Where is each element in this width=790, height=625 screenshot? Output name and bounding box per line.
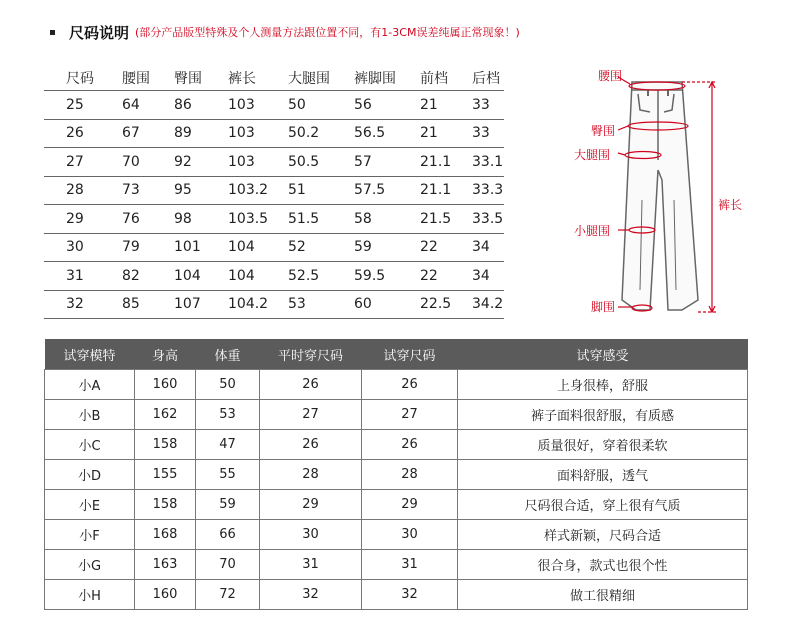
table-cell: 裤子面料很舒服，有质感 — [458, 400, 748, 430]
table-row — [45, 400, 748, 430]
table-cell: 73 — [122, 182, 140, 199]
col-header-hip: 臀围 — [174, 71, 202, 87]
table-cell: 104 — [174, 267, 201, 284]
table-cell: 做工很精细 — [458, 580, 748, 610]
table-cell: 34.2 — [472, 296, 504, 313]
table-cell: 70 — [122, 153, 140, 170]
table-cell: 31 — [260, 550, 362, 580]
length-label: 裤长 — [718, 198, 743, 212]
waist-label: 腰围 — [598, 69, 623, 83]
model-table-body — [45, 370, 748, 610]
table-cell: 质量很好，穿着很柔软 — [458, 430, 748, 460]
table-row — [45, 490, 748, 520]
table-cell: 103 — [228, 153, 255, 170]
table-cell: 160 — [135, 370, 196, 400]
table-row — [44, 290, 504, 319]
table-cell: 67 — [122, 125, 140, 142]
table-cell: 51.5 — [288, 210, 320, 227]
col-header-thigh: 大腿围 — [288, 71, 330, 87]
table-cell: 85 — [122, 296, 140, 313]
table-cell: 22 — [420, 267, 438, 284]
table-cell: 53 — [288, 296, 306, 313]
table-cell: 26 — [66, 125, 84, 142]
hem-label: 脚围 — [591, 300, 616, 314]
table-cell: 60 — [354, 296, 372, 313]
col-header-back-rise: 后档 — [472, 71, 500, 87]
table-cell: 158 — [135, 430, 196, 460]
model-table — [44, 339, 748, 610]
table-cell: 上身很棒，舒服 — [458, 370, 748, 400]
model-table-header-row — [45, 339, 748, 370]
table-cell: 21 — [420, 125, 438, 142]
table-cell: 50.2 — [288, 125, 320, 142]
table-cell: 32 — [260, 580, 362, 610]
table-row — [44, 205, 504, 234]
hip-label: 臀围 — [591, 124, 616, 138]
table-cell: 55 — [196, 460, 260, 490]
col-header-length: 裤长 — [228, 71, 256, 87]
table-cell: 98 — [174, 210, 192, 227]
table-cell: 162 — [135, 400, 196, 430]
table-cell: 51 — [288, 182, 306, 199]
table-cell: 34 — [472, 267, 490, 284]
table-cell: 89 — [174, 125, 192, 142]
table-cell: 57.5 — [354, 182, 386, 199]
table-cell: 34 — [472, 239, 490, 256]
table-cell: 104.2 — [228, 296, 269, 313]
table-cell: 79 — [122, 239, 140, 256]
table-row — [44, 119, 504, 148]
table-row — [45, 430, 748, 460]
table-cell: 50 — [196, 370, 260, 400]
table-cell: 32 — [362, 580, 458, 610]
table-cell: 160 — [135, 580, 196, 610]
table-cell: 28 — [362, 460, 458, 490]
tolerance-note: (部分产品版型特殊及个人测量方法跟位置不同，有1-3CM误差纯属正常现象！) — [135, 26, 520, 39]
table-cell: 小C — [45, 430, 135, 460]
col-header-waist: 腰围 — [122, 71, 150, 87]
table-cell: 小B — [45, 400, 135, 430]
knee-label: 小腿围 — [574, 224, 611, 238]
table-cell: 29 — [362, 490, 458, 520]
table-cell: 59 — [196, 490, 260, 520]
table-row — [44, 176, 504, 205]
table-cell: 58 — [354, 210, 372, 227]
header — [50, 22, 520, 42]
col-header-weight: 体重 — [196, 339, 260, 370]
size-table — [44, 66, 504, 319]
table-cell: 尺码很合适，穿上很有气质 — [458, 490, 748, 520]
col-header-height: 身高 — [135, 339, 196, 370]
col-header-tried-size: 试穿尺码 — [362, 339, 458, 370]
table-cell: 82 — [122, 267, 140, 284]
table-cell: 30 — [362, 520, 458, 550]
thigh-label: 大腿围 — [574, 148, 611, 162]
table-row — [44, 91, 504, 120]
table-cell: 103.2 — [228, 182, 269, 199]
table-cell: 30 — [260, 520, 362, 550]
table-row — [45, 370, 748, 400]
table-cell: 33.1 — [472, 153, 504, 170]
table-cell: 21.5 — [420, 210, 452, 227]
table-cell: 103 — [228, 96, 255, 113]
table-cell: 104 — [228, 239, 255, 256]
table-row — [45, 580, 748, 610]
table-cell: 29 — [260, 490, 362, 520]
table-cell: 95 — [174, 182, 192, 199]
table-cell: 33 — [472, 125, 490, 142]
table-cell: 107 — [174, 296, 201, 313]
table-cell: 小D — [45, 460, 135, 490]
table-cell: 70 — [196, 550, 260, 580]
table-cell: 103.5 — [228, 210, 269, 227]
bullet-icon — [50, 30, 55, 35]
col-header-front-rise: 前档 — [420, 71, 448, 87]
table-cell: 32 — [66, 296, 84, 313]
table-cell: 27 — [260, 400, 362, 430]
table-cell: 26 — [260, 430, 362, 460]
table-cell: 56.5 — [354, 125, 386, 142]
table-cell: 33.3 — [472, 182, 504, 199]
table-cell: 52.5 — [288, 267, 320, 284]
table-cell: 21.1 — [420, 153, 452, 170]
table-cell: 47 — [196, 430, 260, 460]
col-header-model: 试穿模特 — [45, 339, 135, 370]
table-cell: 25 — [66, 96, 84, 113]
table-cell: 76 — [122, 210, 140, 227]
table-cell: 30 — [66, 239, 84, 256]
size-table-header-row — [44, 66, 504, 91]
table-cell: 104 — [228, 267, 255, 284]
table-cell: 53 — [196, 400, 260, 430]
table-cell: 小E — [45, 490, 135, 520]
table-cell: 小H — [45, 580, 135, 610]
table-cell: 101 — [174, 239, 201, 256]
table-row — [45, 550, 748, 580]
table-cell: 26 — [362, 370, 458, 400]
table-cell: 22.5 — [420, 296, 452, 313]
table-cell: 103 — [228, 125, 255, 142]
table-cell: 26 — [362, 430, 458, 460]
col-header-size: 尺码 — [66, 71, 94, 87]
table-cell: 21.1 — [420, 182, 452, 199]
table-cell: 28 — [66, 182, 84, 199]
table-cell: 小F — [45, 520, 135, 550]
table-cell: 样式新颖，尺码合适 — [458, 520, 748, 550]
table-cell: 27 — [66, 153, 84, 170]
col-header-hem: 裤脚围 — [354, 71, 396, 87]
table-cell: 22 — [420, 239, 438, 256]
table-row — [44, 148, 504, 177]
table-cell: 158 — [135, 490, 196, 520]
table-cell: 28 — [260, 460, 362, 490]
table-cell: 21 — [420, 96, 438, 113]
table-cell: 很合身，款式也很个性 — [458, 550, 748, 580]
table-cell: 33 — [472, 96, 490, 113]
table-cell: 64 — [122, 96, 140, 113]
table-cell: 33.5 — [472, 210, 504, 227]
table-row — [44, 233, 504, 262]
pants-illustration — [570, 60, 780, 325]
table-cell: 小A — [45, 370, 135, 400]
table-cell: 面料舒服，透气 — [458, 460, 748, 490]
table-cell: 27 — [362, 400, 458, 430]
table-cell: 59.5 — [354, 267, 386, 284]
table-cell: 86 — [174, 96, 192, 113]
table-row — [45, 460, 748, 490]
table-cell: 29 — [66, 210, 84, 227]
table-cell: 168 — [135, 520, 196, 550]
table-cell: 56 — [354, 96, 372, 113]
table-cell: 57 — [354, 153, 372, 170]
table-cell: 155 — [135, 460, 196, 490]
table-cell: 163 — [135, 550, 196, 580]
table-cell: 小G — [45, 550, 135, 580]
col-header-feedback: 试穿感受 — [458, 339, 748, 370]
table-cell: 31 — [362, 550, 458, 580]
table-cell: 26 — [260, 370, 362, 400]
table-cell: 66 — [196, 520, 260, 550]
table-cell: 31 — [66, 267, 84, 284]
table-cell: 52 — [288, 239, 306, 256]
table-cell: 72 — [196, 580, 260, 610]
table-cell: 92 — [174, 153, 192, 170]
table-cell: 50 — [288, 96, 306, 113]
pants-diagram — [570, 60, 780, 325]
table-row — [45, 520, 748, 550]
col-header-usual-size: 平时穿尺码 — [260, 339, 362, 370]
size-table-body — [44, 91, 504, 319]
table-cell: 50.5 — [288, 153, 320, 170]
page-title: 尺码说明 — [69, 23, 130, 42]
table-row — [44, 262, 504, 291]
table-cell: 59 — [354, 239, 372, 256]
